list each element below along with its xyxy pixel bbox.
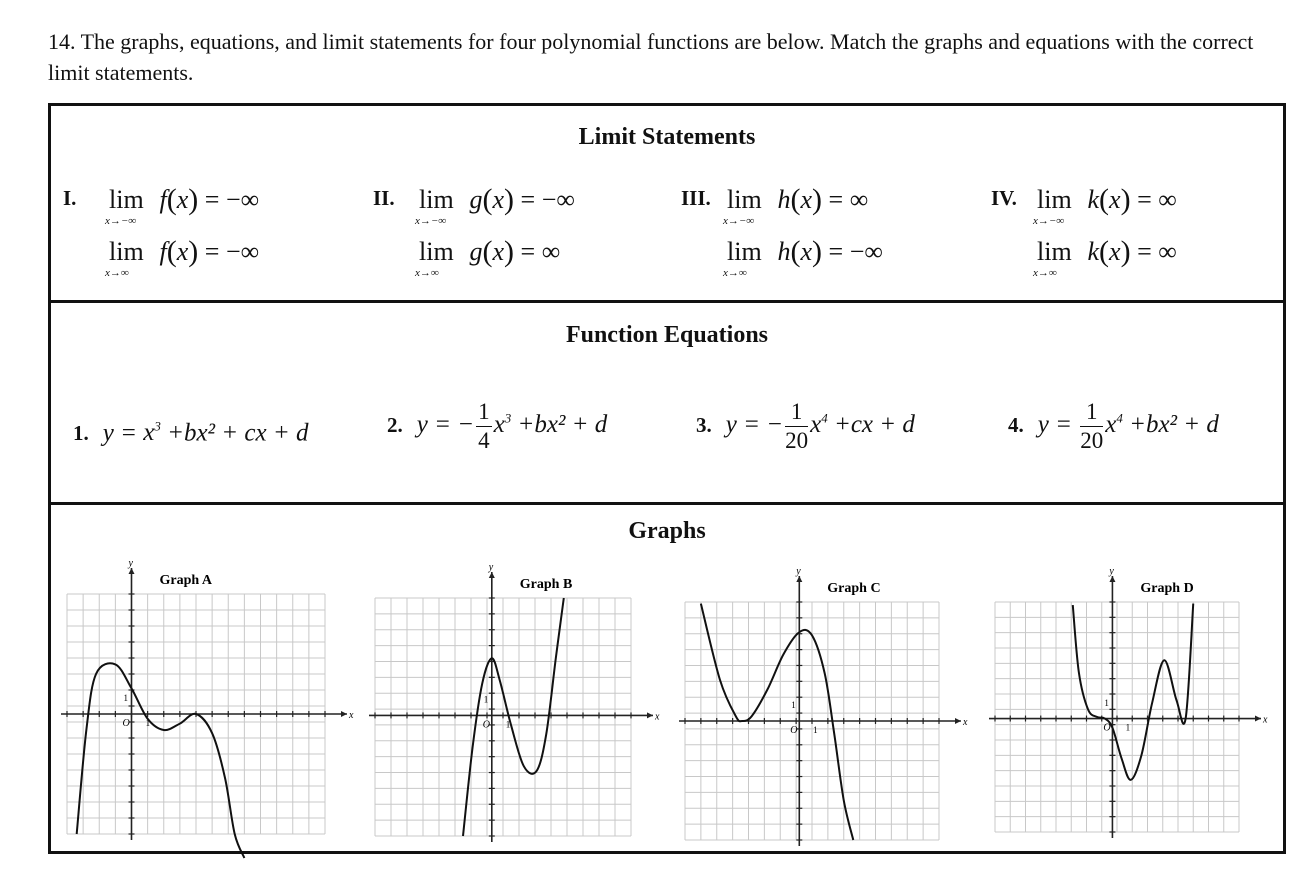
origin-label: O <box>790 725 798 736</box>
question-text: 14. The graphs, equations, and limit statements for four polynomial functions are below. Match the graphs and equations with the correct limit statements. <box>48 29 1254 85</box>
lim-operator: lim x→−∞ <box>723 185 762 227</box>
lim-subscript: x→∞ <box>105 267 129 279</box>
leading-coefficient <box>1080 398 1103 455</box>
variable: x <box>1109 237 1121 266</box>
eq-lhs: y = − <box>416 411 475 439</box>
lim-subscript: x→−∞ <box>723 215 755 227</box>
lim-subscript: x→−∞ <box>105 215 137 227</box>
limit-right-statement <box>1033 234 1177 279</box>
limit-right-statement <box>723 234 883 279</box>
numerator: 1 <box>476 398 492 427</box>
limit-right-statement <box>415 234 561 279</box>
limit-value: = −∞ <box>198 237 260 266</box>
limit-left-statement <box>415 182 575 227</box>
graph-b <box>369 562 661 856</box>
origin-label: O <box>122 718 130 729</box>
graph-canvas <box>989 562 1269 852</box>
origin-label: O <box>482 719 491 731</box>
lim-subscript: x→−∞ <box>1033 215 1065 227</box>
x-axis-arrow <box>1255 716 1261 722</box>
remaining-terms: +bx² + d <box>1122 411 1219 439</box>
graph-label: Graph C <box>827 581 881 596</box>
lim-operator: lim x→∞ <box>723 237 762 279</box>
limit-numeral: II. <box>373 186 395 210</box>
paren: ( <box>790 183 801 216</box>
function-name: f <box>153 237 167 266</box>
function-name: k <box>1081 237 1100 266</box>
leading-term: $x^4$ <box>810 410 828 439</box>
variable: x <box>176 237 189 266</box>
equation-number: 2. <box>387 413 403 438</box>
limit-left-statement <box>1033 182 1177 227</box>
graph-a <box>61 558 355 854</box>
exponent: 3 <box>154 419 161 434</box>
lim-subscript: x→−∞ <box>415 215 447 227</box>
polynomial-curve <box>463 598 564 836</box>
paren: ( <box>166 235 177 268</box>
problem-table <box>48 103 1286 854</box>
equation-1 <box>73 419 308 447</box>
y-axis-label: y <box>128 558 133 569</box>
function-equations-title: Function Equations <box>565 322 769 348</box>
x-axis-arrow <box>955 718 961 724</box>
equation-2 <box>387 398 607 455</box>
x-axis-arrow <box>341 711 347 717</box>
remaining-terms: +cx + d <box>827 411 915 439</box>
limit-right-statement <box>105 234 260 279</box>
limit-numeral: I. <box>63 186 77 210</box>
eq-lhs: y = − <box>725 411 784 439</box>
function-name: h <box>771 237 791 266</box>
leading-term: $x^4$ <box>1105 410 1123 439</box>
x-one-label: 1 <box>505 719 511 730</box>
graph-label: Graph A <box>159 573 213 588</box>
paren: ) <box>1120 235 1131 268</box>
divider-2 <box>51 502 1283 505</box>
paren: ( <box>790 235 801 268</box>
variable: x <box>800 185 813 214</box>
graph-d <box>989 562 1269 852</box>
leading-term: $x^3$ <box>143 419 161 447</box>
leading-coefficient <box>785 398 808 455</box>
equation-3 <box>696 398 915 455</box>
variable: x <box>492 185 505 214</box>
paren: ) <box>188 235 199 268</box>
numerator: 1 <box>785 398 808 427</box>
paren: ) <box>1120 183 1131 216</box>
limit-value: = ∞ <box>514 237 561 266</box>
numerator: 1 <box>1080 398 1103 427</box>
y-axis-label: y <box>1109 566 1114 577</box>
paren: ( <box>1099 235 1110 268</box>
paren: ) <box>812 235 823 268</box>
y-axis-label: y <box>796 566 801 577</box>
lim-operator: lim x→∞ <box>415 237 454 279</box>
lim-operator: lim x→∞ <box>1033 237 1072 279</box>
variable: x <box>800 237 813 266</box>
equation-number: 4. <box>1008 413 1024 438</box>
y-one-label: 1 <box>1104 698 1109 709</box>
equation-number: 1. <box>73 421 89 446</box>
paren: ) <box>188 183 199 216</box>
exponent: 3 <box>504 410 512 426</box>
function-name: g <box>463 237 483 266</box>
graph-canvas <box>369 562 661 856</box>
paren: ) <box>504 183 515 216</box>
limit-value: = −∞ <box>514 185 575 214</box>
function-name: k <box>1081 185 1100 214</box>
paren: ( <box>166 183 177 216</box>
limit-value: = ∞ <box>1130 237 1177 266</box>
limit-left-statement <box>723 182 869 227</box>
lim-operator: lim x→−∞ <box>415 185 454 227</box>
paren: ( <box>482 183 493 216</box>
remaining-terms: +bx² + cx + d <box>160 419 309 447</box>
x-axis-label: x <box>349 710 354 721</box>
limit-numeral: IV. <box>991 186 1017 210</box>
graph-label: Graph B <box>519 577 573 592</box>
graph-canvas <box>679 562 969 860</box>
denominator: 4 <box>478 428 490 453</box>
graphs-title: Graphs <box>628 518 706 544</box>
divider-1 <box>51 300 1283 303</box>
equation-number: 3. <box>696 413 712 438</box>
variable: x <box>492 237 505 266</box>
leading-term: $x^3$ <box>493 410 512 439</box>
y-one-label: 1 <box>123 693 128 703</box>
exponent: 4 <box>821 410 828 426</box>
y-axis-label: y <box>488 562 494 573</box>
lim-operator: lim x→∞ <box>105 237 144 279</box>
function-name: g <box>463 185 483 214</box>
eq-lhs: y = <box>102 419 144 447</box>
origin-label: O <box>1103 722 1111 734</box>
denominator: 20 <box>1080 428 1104 453</box>
paren: ( <box>1099 183 1110 216</box>
limit-value: = ∞ <box>822 185 869 214</box>
denominator: 20 <box>785 428 809 453</box>
x-one-label: 1 <box>145 718 151 728</box>
eq-lhs: y = <box>1037 411 1079 439</box>
polynomial-curve <box>1073 604 1193 780</box>
x-axis-label: x <box>1263 714 1268 726</box>
lim-operator: lim x→−∞ <box>105 185 144 227</box>
graph-c <box>679 562 969 860</box>
x-axis-label: x <box>963 717 968 728</box>
limit-value: = ∞ <box>1130 185 1177 214</box>
paren: ) <box>812 183 823 216</box>
leading-coefficient <box>476 398 492 455</box>
lim-subscript: x→∞ <box>415 267 439 279</box>
graph-canvas <box>61 558 355 854</box>
lim-subscript: x→∞ <box>723 267 747 279</box>
limit-value: = −∞ <box>198 185 260 214</box>
variable: x <box>176 185 189 214</box>
limit-statements-title: Limit Statements <box>578 124 756 150</box>
x-one-label: 1 <box>1125 722 1131 733</box>
limit-numeral: III. <box>681 186 711 210</box>
y-one-label: 1 <box>483 694 489 705</box>
function-name: h <box>771 185 791 214</box>
x-axis-label: x <box>655 711 660 723</box>
lim-subscript: x→∞ <box>1033 267 1057 279</box>
limit-left-statement <box>105 182 260 227</box>
remaining-terms: +bx² + d <box>511 411 608 439</box>
paren: ( <box>482 235 493 268</box>
x-axis-arrow <box>647 712 653 718</box>
x-one-label: 1 <box>813 725 818 735</box>
graph-label: Graph D <box>1140 581 1194 596</box>
variable: x <box>1109 185 1121 214</box>
polynomial-curve <box>77 663 245 858</box>
lim-operator: lim x→−∞ <box>1033 185 1072 227</box>
exponent: 4 <box>1116 410 1123 426</box>
limit-value: = −∞ <box>822 237 883 266</box>
y-one-label: 1 <box>791 700 796 711</box>
equation-4 <box>1008 398 1219 455</box>
function-name: f <box>153 185 167 214</box>
paren: ) <box>504 235 515 268</box>
